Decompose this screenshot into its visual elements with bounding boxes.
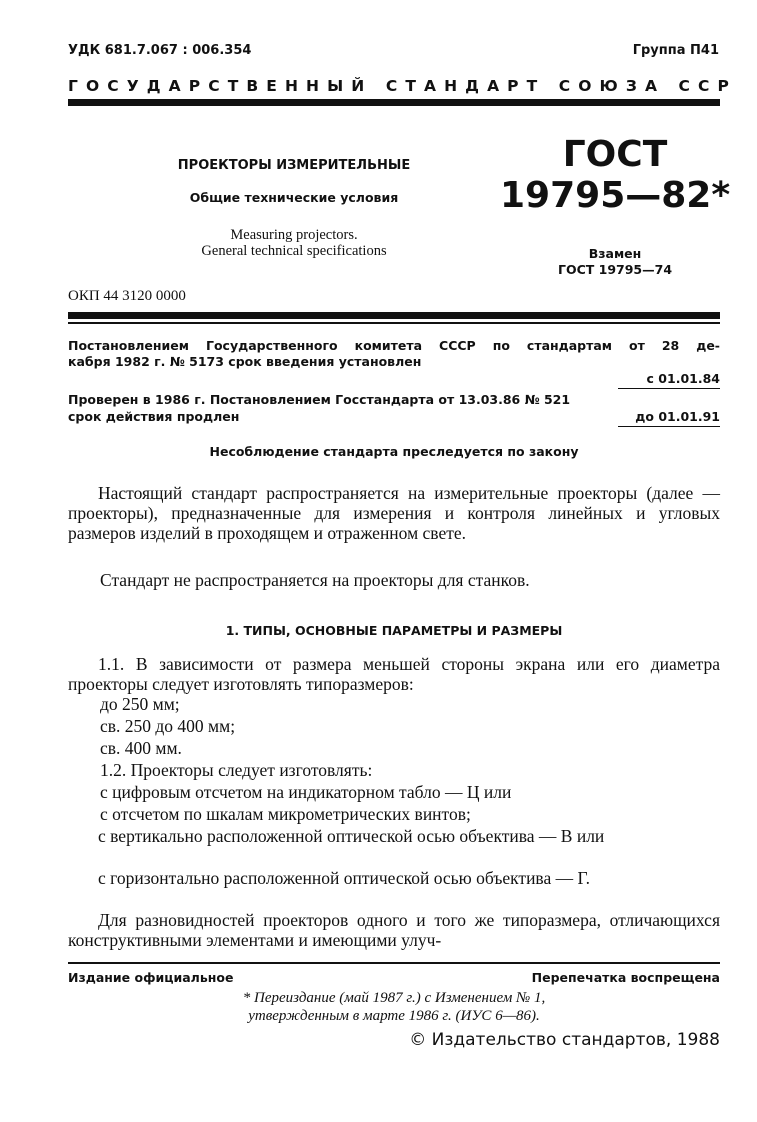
title-en-line2: General technical specifications <box>201 243 387 259</box>
publisher-copyright: © Издательство стандартов, 1988 <box>409 1030 720 1050</box>
udk-code: УДК 681.7.067 : 006.354 <box>68 43 252 58</box>
footer-rule <box>68 962 720 964</box>
size-item-1: до 250 мм; <box>100 694 180 714</box>
reissue-line1: * Переиздание (май 1987 г.) с Изменением № 1, <box>242 990 546 1006</box>
validity-date: до 01.01.91 <box>635 409 720 424</box>
reissue-note <box>68 989 720 1025</box>
clause-1-1: 1.1. В зависимости от размера меньшей стороны экрана или его диаметра проекторы следует изготовлять типоразмеров: <box>68 654 720 694</box>
decree-line2: кабря 1982 г. № 5173 срок введения установлен <box>68 354 422 369</box>
intro-paragraph-1: Настоящий стандарт распространяется на измерительные проекторы (далее — проекторы), предназначенные для измерения и контроля линейных и угловых размеров изделий в проходящем и отраженном свете. <box>68 483 720 543</box>
option-horizontal: с горизонтально расположенной оптической осью объектива — Г. <box>98 868 590 888</box>
validity-date-underline <box>618 426 720 427</box>
check-line2: срок действия продлен <box>68 409 240 424</box>
introduction-date-underline <box>618 388 720 389</box>
clause-1-2: 1.2. Проекторы следует изготовлять: <box>100 760 373 780</box>
okp-code: ОКП 44 3120 0000 <box>68 288 186 304</box>
option-micrometer: с отсчетом по шкалам микрометрических винтов; <box>100 804 471 824</box>
document-title-ru: ПРОЕКТОРЫ ИЗМЕРИТЕЛЬНЫЕ <box>177 158 411 173</box>
replaces-value: ГОСТ 19795—74 <box>557 262 673 277</box>
title-thin-rule <box>68 322 720 324</box>
title-thick-rule <box>68 312 720 319</box>
group-code: Группа П41 <box>632 43 719 58</box>
check-line1: Проверен в 1986 г. Постановлением Госстандарта от 13.03.86 № 521 <box>68 392 571 407</box>
intro-paragraph-2: Стандарт не распространяется на проекторы для станков. <box>100 570 530 590</box>
option-digital: с цифровым отсчетом на индикаторном табло — Ц или <box>100 782 512 802</box>
replaces-label: Взамен <box>588 246 642 261</box>
introduction-date: с 01.01.84 <box>646 371 720 386</box>
gost-number: 19795—82* <box>500 175 731 216</box>
law-notice: Несоблюдение стандарта преследуется по закону <box>209 444 579 459</box>
option-vertical: с вертикально расположенной оптической осью объектива — В или <box>98 826 605 846</box>
section-1-heading: 1. ТИПЫ, ОСНОВНЫЕ ПАРАМЕТРЫ И РАЗМЕРЫ <box>225 623 563 638</box>
official-edition: Издание официальное <box>68 970 234 985</box>
state-standard-heading: ГОСУДАРСТВЕННЫЙ СТАНДАРТ СОЮЗА ССР <box>68 77 737 95</box>
header-thick-rule <box>68 99 720 106</box>
size-item-2: св. 250 до 400 мм; <box>100 716 236 736</box>
document-subtitle-ru: Общие технические условия <box>189 190 399 205</box>
gost-label: ГОСТ <box>562 134 668 175</box>
reprint-prohibited: Перепечатка воспрещена <box>531 970 720 985</box>
size-item-3: св. 400 мм. <box>100 738 182 758</box>
decree-line1: Постановлением Государственного комитета СССР по стандартам от 28 де- <box>68 338 720 353</box>
title-en-line1: Measuring projectors. <box>230 227 358 243</box>
document-title-en <box>172 227 416 259</box>
variants-paragraph: Для разновидностей проекторов одного и того же типоразмера, отличающихся конструктивными элементами и имеющими улуч- <box>68 910 720 950</box>
reissue-line2: утвержденным в марте 1986 г. (ИУС 6—86). <box>248 1008 540 1024</box>
